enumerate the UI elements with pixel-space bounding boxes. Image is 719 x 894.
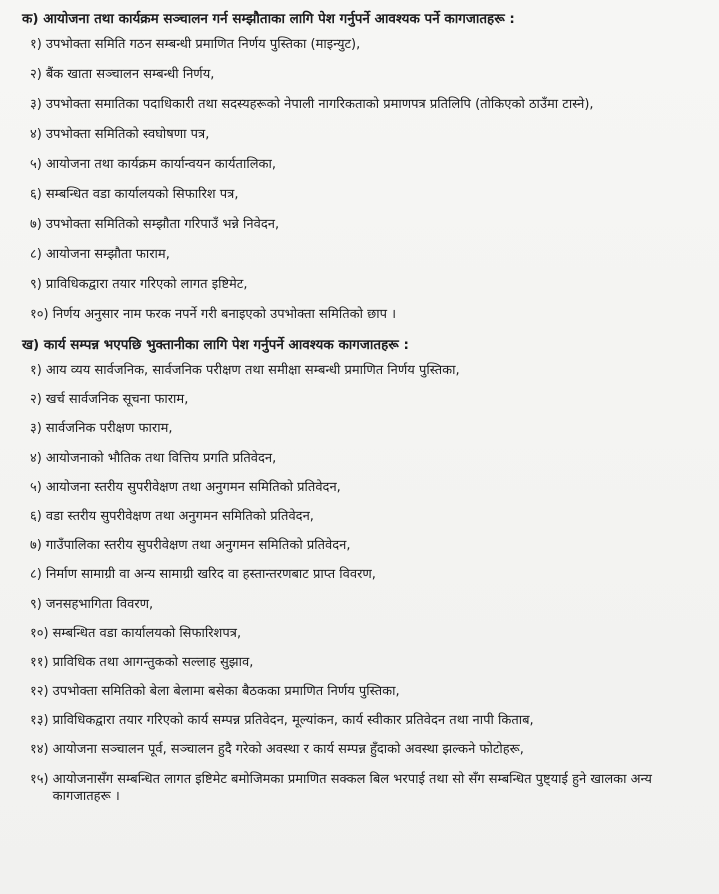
list-item xyxy=(20,654,701,671)
item-text: आयोजनासँग सम्बन्धित लागत इष्टिमेट बमोजिमका प्रमाणित सक्कल बिल भरपाई तथा सो सँग सम्बन्धित पुष्ट्याई हुने खालका अन्य कागजातहरू । xyxy=(52,771,652,804)
item-text: आयोजनाको भौतिक तथा वित्तिय प्रगति प्रतिवेदन, xyxy=(45,450,277,466)
list-item xyxy=(20,450,701,467)
list-item xyxy=(20,276,701,293)
item-text: गाउँपालिका स्तरीय सुपरीवेक्षण तथा अनुगमन समितिको प्रतिवेदन, xyxy=(45,538,351,554)
item-text: निर्णय अनुसार नाम फरक नपर्ने गरी बनाइएको उपभोक्ता समितिको छाप । xyxy=(52,307,397,322)
list-item xyxy=(20,96,701,113)
item-text: जनसहभागिता विवरण, xyxy=(45,596,154,612)
section-a-heading: क) आयोजना तथा कार्यक्रम सञ्चालन गर्न सम्झौताका लागि पेश गर्नुपर्ने आवश्यक पर्ने कागजातहरू : xyxy=(22,11,515,27)
item-text: प्राविधिकद्वारा तयार गरिएको कार्य सम्पन्न प्रतिवेदन, मूल्यांकन, कार्य स्वीकार प्रतिवेदन तथा नापी किताब, xyxy=(52,713,534,729)
section-b-list xyxy=(20,362,701,805)
item-text: सार्वजनिक परीक्षण फाराम, xyxy=(45,421,173,437)
item-text: उपभोक्ता समिति गठन सम्बन्धी प्रमाणित निर्णय पुस्तिका (माइन्युट), xyxy=(45,37,361,52)
item-number: १२) xyxy=(30,684,49,700)
list-item xyxy=(20,156,701,173)
list-item xyxy=(20,306,701,323)
item-number: १) xyxy=(30,363,42,378)
item-text: उपभोक्ता समितिको स्वघोषणा पत्र, xyxy=(45,127,210,142)
item-number: ६) xyxy=(30,508,42,524)
list-item xyxy=(20,537,701,554)
item-text: आयोजना स्तरीय सुपरीवेक्षण तथा अनुगमन समितिको प्रतिवेदन, xyxy=(45,479,341,495)
item-text: खर्च सार्वजनिक सूचना फाराम, xyxy=(45,392,189,408)
item-text: सम्बन्धित वडा कार्यालयको सिफारिशपत्र, xyxy=(52,625,242,641)
list-item xyxy=(20,362,701,379)
item-number: २) xyxy=(30,67,42,82)
list-item xyxy=(20,36,701,53)
list-item xyxy=(20,246,701,263)
item-number: ९) xyxy=(30,277,42,292)
list-item xyxy=(20,683,701,700)
item-number: ५) xyxy=(30,479,42,495)
item-text: प्राविधिक तथा आगन्तुकको सल्लाह सुझाव, xyxy=(52,654,254,670)
list-item xyxy=(20,479,701,496)
item-text: उपभोक्ता समितिको बेला बेलामा बसेका बैठकका प्रमाणित निर्णय पुस्तिका, xyxy=(52,684,400,700)
item-text: वडा स्तरीय सुपरीवेक्षण तथा अनुगमन समितिको प्रतिवेदन, xyxy=(45,508,314,524)
section-a-list xyxy=(20,36,701,323)
list-item xyxy=(20,566,701,583)
item-number: ३) xyxy=(30,421,42,437)
item-text: आयोजना सम्झौता फाराम, xyxy=(45,247,170,262)
list-item xyxy=(20,596,701,613)
list-item xyxy=(20,508,701,525)
item-number: १) xyxy=(30,37,42,52)
item-number: १०) xyxy=(30,625,49,641)
list-item xyxy=(20,420,701,437)
list-item xyxy=(20,216,701,233)
list-item xyxy=(20,712,701,729)
item-number: ९) xyxy=(30,596,42,612)
list-item xyxy=(20,126,701,143)
item-text: आयोजना सञ्चालन पूर्व, सञ्चालन हुदै गरेको अवस्था र कार्य सम्पन्न हुँदाको अवस्था झल्कने फोटोहरू, xyxy=(52,742,524,758)
item-number: ११) xyxy=(30,654,49,670)
item-number: ७) xyxy=(30,538,42,554)
item-number: ८) xyxy=(30,247,42,262)
list-item xyxy=(20,741,701,758)
item-text: निर्माण सामाग्री वा अन्य सामाग्री खरिद वा हस्तान्तरणबाट प्राप्त विवरण, xyxy=(45,567,376,583)
item-number: २) xyxy=(30,392,42,408)
item-text: आयोजना तथा कार्यक्रम कार्यान्वयन कार्यतालिका, xyxy=(45,157,276,172)
item-text: उपभोक्ता समितिको सम्झौता गरिपाउँ भन्ने निवेदन, xyxy=(45,217,280,232)
item-number: ४) xyxy=(30,450,42,466)
item-number: ५) xyxy=(30,157,42,172)
item-number: १४) xyxy=(30,742,49,758)
item-number: ३) xyxy=(30,97,42,112)
item-text: सम्बन्धित वडा कार्यालयको सिफारिश पत्र, xyxy=(45,187,239,202)
item-number: ४) xyxy=(30,127,42,142)
list-item xyxy=(20,186,701,203)
item-number: १०) xyxy=(30,307,49,322)
item-number: ८) xyxy=(30,567,42,583)
item-number: १३) xyxy=(30,713,49,729)
section-b-heading: ख) कार्य सम्पन्न भएपछि भुक्तानीका लागि पेश गर्नुपर्ने आवश्यक कागजातहरू : xyxy=(22,337,409,353)
item-number: १५) xyxy=(30,771,49,787)
item-text: उपभोक्ता समातिका पदाधिकारी तथा सदस्यहरूको नेपाली नागरिकताको प्रमाणपत्र प्रतिलिपि (तोकिएको ठाउँमा टास्ने), xyxy=(45,97,594,112)
list-item xyxy=(20,66,701,83)
item-number: ७) xyxy=(30,217,42,232)
list-item xyxy=(20,391,701,408)
item-text: प्राविधिकद्वारा तयार गरिएको लागत इष्टिमेट, xyxy=(45,277,248,292)
item-number: ६) xyxy=(30,187,42,202)
item-text: बैंक खाता सञ्चालन सम्बन्धी निर्णय, xyxy=(45,67,215,82)
list-item xyxy=(20,771,701,805)
list-item xyxy=(20,625,701,642)
item-text: आय व्यय सार्वजनिक, सार्वजनिक परीक्षण तथा समीक्षा सम्बन्धी प्रमाणित निर्णय पुस्तिका, xyxy=(45,363,460,378)
